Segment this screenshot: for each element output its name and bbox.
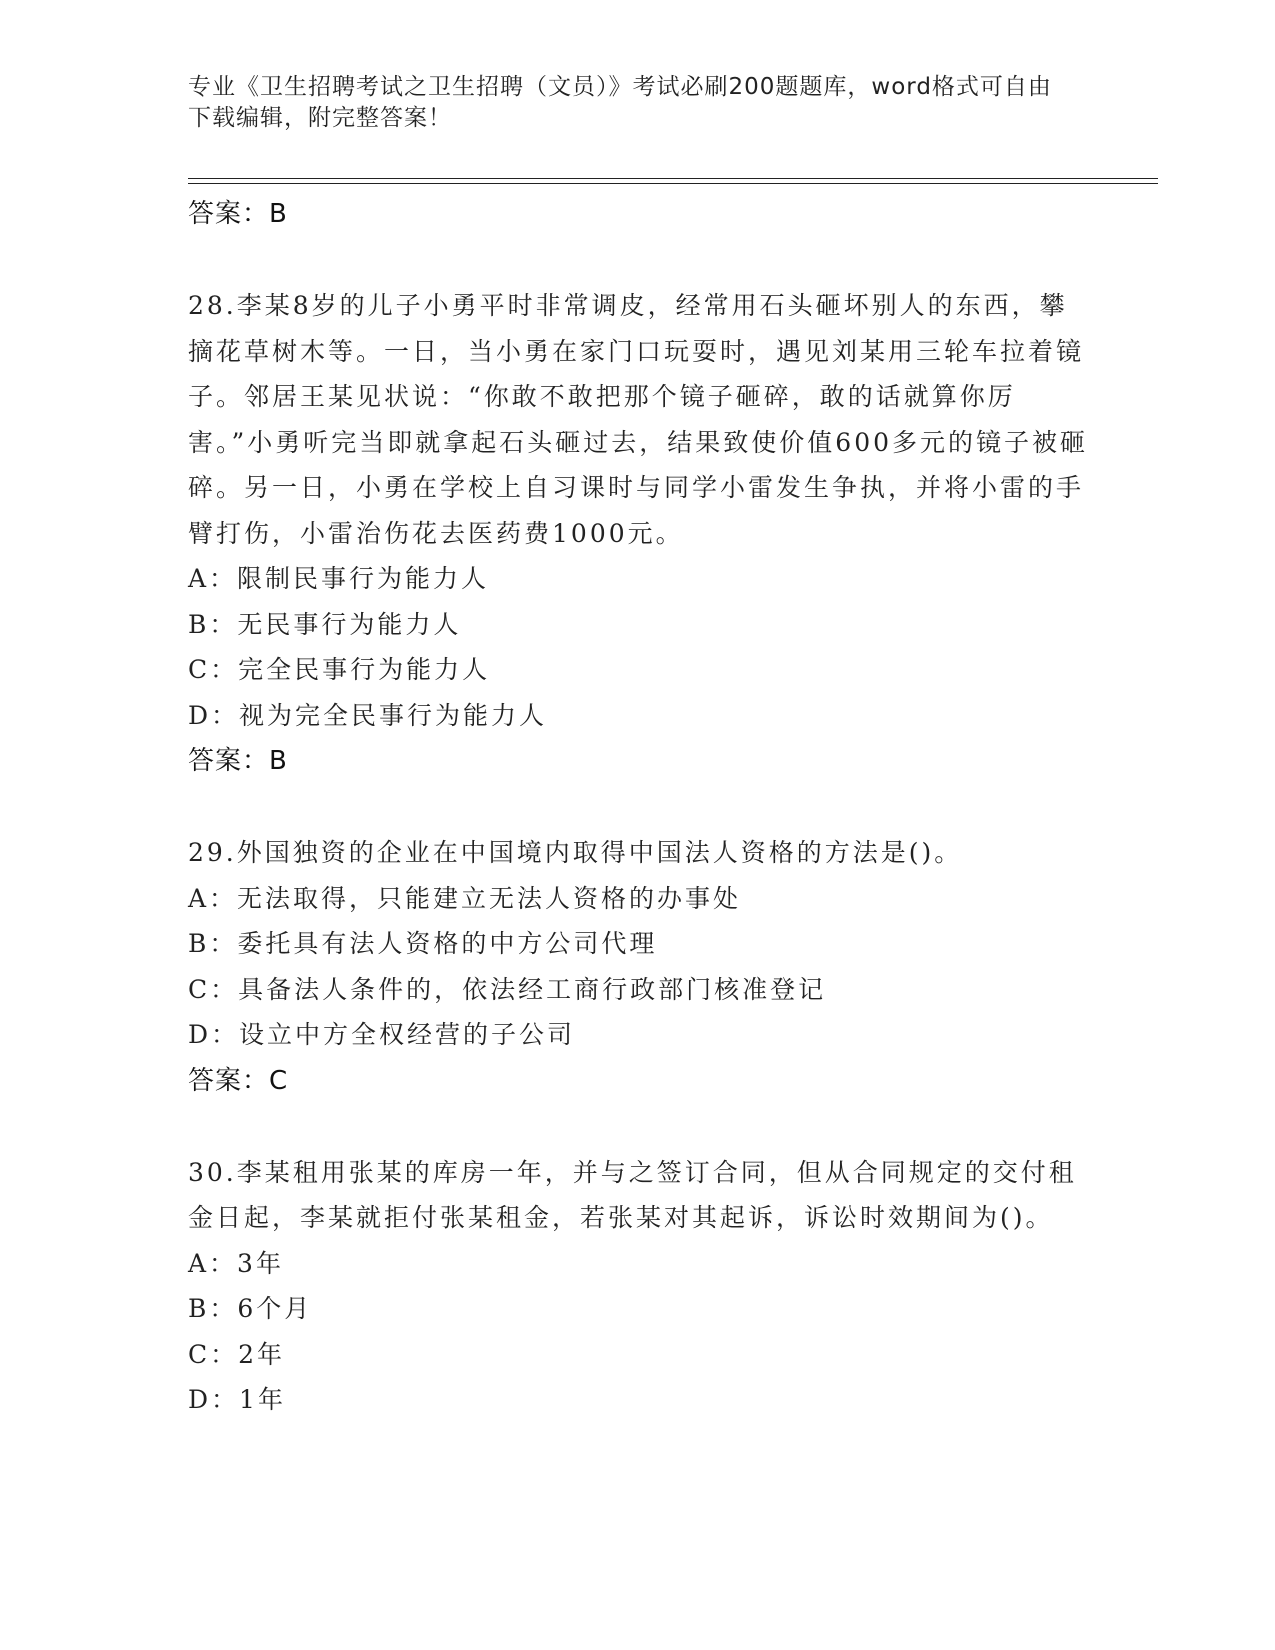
question-30-option-d: D：1年	[188, 1385, 286, 1414]
question-28-option-b: B：无民事行为能力人	[188, 609, 462, 639]
question-30-option-a: A：3年	[188, 1248, 284, 1278]
question-30-stem: 30.李某租用张某的库房一年，并与之签订合同，但从合同规定的交付租金日起，李某就拒付张某租金，若张某对其起诉，诉讼时效期间为()。	[188, 1157, 1077, 1232]
question-29-option-c: C：具备法人条件的，依法经工商行政部门核准登记	[188, 974, 827, 1004]
question-28-option-a: A：限制民事行为能力人	[188, 564, 490, 593]
previous-answer: 答案：B	[188, 199, 288, 229]
question-29-option-a: A：无法取得，只能建立无法人资格的办事处	[188, 883, 742, 913]
question-28-option-d: D：视为完全民事行为能力人	[188, 700, 548, 730]
question-28-stem: 28.李某8岁的儿子小勇平时非常调皮，经常用石头砸坏别人的东西，攀摘花草树木等。一日，当小勇在家门口玩耍时，遇见刘某用三轮车拉着镜子。邻居王某见状说：“你敢不敢把那个镜子砸碎，敢的话就算你厉害。”小勇听完当即就拿起石头砸过去，结果致使价值600多元的镜子被砸碎。另一日，小勇在学校上自习课时与同学小雷发生争执，并将小雷的手臂打伤，小雷治伤花去医药费1000元。	[188, 291, 1089, 548]
question-29-option-b: B：委托具有法人资格的中方公司代理	[188, 929, 658, 958]
header-rule-bottom	[188, 183, 1158, 184]
question-29-answer: 答案：C	[188, 1065, 289, 1096]
question-30-option-c: C：2年	[188, 1339, 286, 1369]
question-29-option-d: D：设立中方全权经营的子公司	[188, 1020, 576, 1049]
header-rule-top	[188, 178, 1158, 179]
question-28-option-c: C：完全民事行为能力人	[188, 655, 491, 684]
question-30-option-b: B：6个月	[188, 1294, 313, 1323]
question-28-answer: 答案：B	[188, 746, 288, 776]
document-header: 专业《卫生招聘考试之卫生招聘（文员）》考试必刷200题题库，word格式可自由下载编辑，附完整答案！	[188, 74, 1052, 131]
question-content	[188, 191, 1088, 1423]
question-29-stem: 29.外国独资的企业在中国境内取得中国法人资格的方法是()。	[188, 838, 963, 867]
